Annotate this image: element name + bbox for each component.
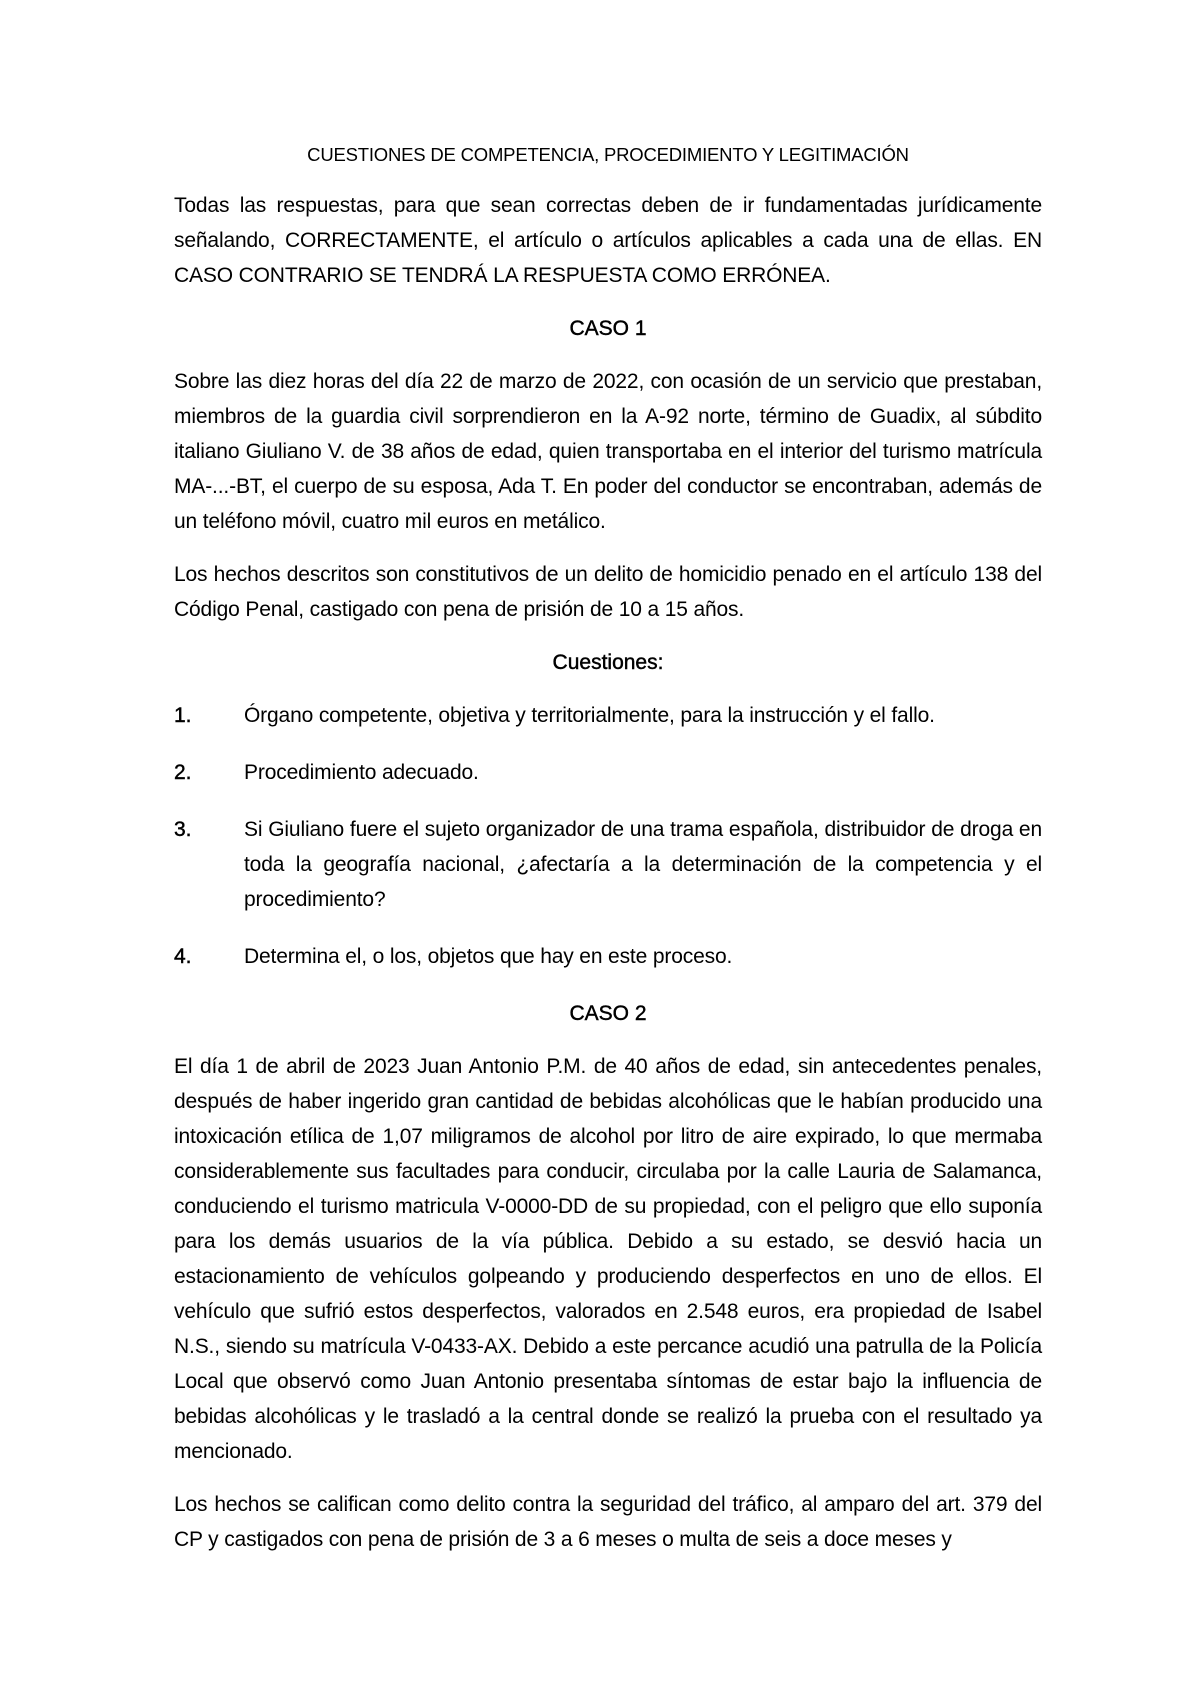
intro-paragraph: Todas las respuestas, para que sean correctas deben de ir fundamentadas jurídicamente señalando, CORRECTAMENTE, el artículo o artículos aplicables a cada una de ellas. EN CASO CONTRARIO SE TENDRÁ LA RESPUESTA COMO ERRÓNEA. bbox=[174, 194, 1042, 287]
caso-1-qualification: Los hechos descritos son constitutivos de un delito de homicidio penado en el artículo 138 del Código Penal, castigado con pena de prisión de 10 a 15 años. bbox=[174, 563, 1042, 621]
question-number: 1. bbox=[174, 704, 192, 727]
question-number: 2. bbox=[174, 761, 192, 784]
caso-1-section bbox=[174, 311, 1042, 974]
question-text: Determina el, o los, objetos que hay en este proceso. bbox=[244, 945, 733, 968]
questions-list bbox=[174, 698, 1042, 974]
caso-1-heading: CASO 1 bbox=[569, 317, 647, 340]
question-item bbox=[174, 755, 1042, 790]
question-number: 3. bbox=[174, 818, 192, 841]
caso-2-heading: CASO 2 bbox=[569, 1002, 647, 1025]
question-item bbox=[174, 698, 1042, 733]
question-text: Órgano competente, objetiva y territorialmente, para la instrucción y el fallo. bbox=[244, 704, 935, 727]
question-item bbox=[174, 812, 1042, 917]
caso-1-facts: Sobre las diez horas del día 22 de marzo de 2022, con ocasión de un servicio que prestaban, miembros de la guardia civil sorprendieron en la A-92 norte, término de Guadix, al súbdito italiano Giuliano V. de 38 años de edad, quien transportaba en el interior del turismo matrícula MA-...-BT, el cuerpo de su esposa, Ada T. En poder del conductor se encontraban, además de un teléfono móvil, cuatro mil euros en metálico. bbox=[174, 370, 1042, 533]
question-text: Procedimiento adecuado. bbox=[244, 761, 479, 784]
caso-2-qualification: Los hechos se califican como delito contra la seguridad del tráfico, al amparo del art. 379 del CP y castigados con pena de prisión de 3 a 6 meses o multa de seis a doce meses y bbox=[174, 1493, 1042, 1551]
questions-heading: Cuestiones: bbox=[552, 651, 664, 674]
question-text: Si Giuliano fuere el sujeto organizador de una trama española, distribuidor de droga en toda la geografía nacional, ¿afectaría a la determinación de la competencia y el procedimiento? bbox=[244, 818, 1042, 911]
caso-2-section bbox=[174, 996, 1042, 1557]
document-title: CUESTIONES DE COMPETENCIA, PROCEDIMIENTO Y LEGITIMACIÓN bbox=[307, 144, 909, 165]
question-number: 4. bbox=[174, 945, 192, 968]
caso-2-facts: El día 1 de abril de 2023 Juan Antonio P.M. de 40 años de edad, sin antecedentes penales, después de haber ingerido gran cantidad de bebidas alcohólicas que le habían producido una intoxicación etílica de 1,07 miligramos de alcohol por litro de aire expirado, lo que mermaba considerablemente sus facultades para conducir, circulaba por la calle Lauria de Salamanca, conduciendo el turismo matricula V-0000-DD de su propiedad, con el peligro que ello suponía para los demás usuarios de la vía pública. Debido a su estado, se desvió hacia un estacionamiento de vehículos golpeando y produciendo desperfectos en uno de ellos. El vehículo que sufrió estos desperfectos, valorados en 2.548 euros, era propiedad de Isabel N.S., siendo su matrícula V-0433-AX. Debido a este percance acudió una patrulla de la Policía Local que observó como Juan Antonio presentaba síntomas de estar bajo la influencia de bebidas alcohólicas y le trasladó a la central donde se realizó la prueba con el resultado ya mencionado. bbox=[174, 1055, 1042, 1463]
document-page bbox=[174, 140, 1042, 1575]
question-item bbox=[174, 939, 1042, 974]
